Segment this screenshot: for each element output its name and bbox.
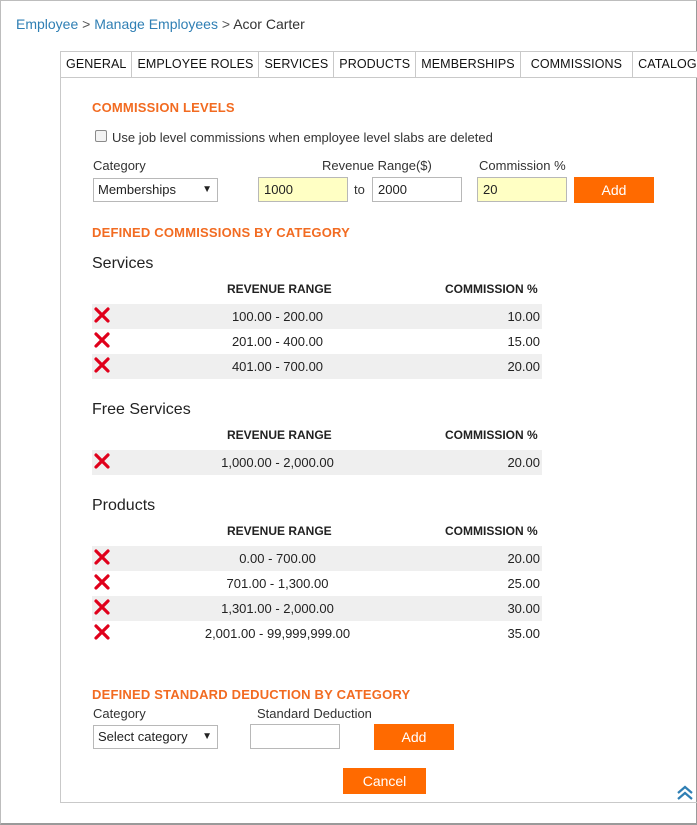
column-header-commission: COMMISSION % (445, 282, 538, 296)
column-header-revenue-range: REVENUE RANGE (227, 282, 332, 296)
column-header-revenue-range: REVENUE RANGE (227, 428, 332, 442)
job-level-checkbox-label: Use job level commissions when employee level slabs are deleted (112, 130, 493, 145)
table-row (92, 621, 542, 646)
cancel-button[interactable]: Cancel (343, 768, 426, 794)
table-row (92, 450, 542, 475)
revenue-range-cell: 2,001.00 - 99,999,999.00 (204, 626, 351, 641)
breadcrumb-current: Acor Carter (233, 16, 305, 32)
commission-cell: 10.00 (507, 309, 540, 324)
commission-cell: 15.00 (507, 334, 540, 349)
deduction-category-value: Select category (98, 729, 188, 744)
group-title-services: Services (92, 255, 154, 272)
commission-input[interactable]: 20 (477, 177, 567, 202)
commission-cell: 25.00 (507, 576, 540, 591)
tab-general[interactable]: GENERAL (60, 51, 132, 78)
tab-products[interactable]: PRODUCTS (334, 51, 416, 78)
revenue-to-input[interactable]: 2000 (372, 177, 462, 202)
commission-label: Commission % (479, 158, 566, 173)
tab-commissions[interactable]: COMMISSIONS (521, 51, 633, 78)
group-title-free-services: Free Services (92, 401, 191, 418)
table-row (92, 354, 542, 379)
defined-commissions-title: DEFINED COMMISSIONS BY CATEGORY (92, 225, 351, 240)
commission-cell: 20.00 (507, 359, 540, 374)
breadcrumb-separator: > (221, 16, 231, 32)
dropdown-arrow-icon: ▼ (202, 731, 212, 742)
revenue-range-cell: 701.00 - 1,300.00 (226, 576, 329, 591)
commission-cell: 20.00 (507, 551, 540, 566)
revenue-range-label: Revenue Range($) (322, 158, 432, 173)
column-header-commission: COMMISSION % (445, 428, 538, 442)
tab-catalog[interactable]: CATALOG (633, 51, 697, 78)
commission-levels-title: COMMISSION LEVELS (92, 100, 235, 115)
standard-deduction-input[interactable] (250, 724, 340, 749)
standard-deduction-label: Standard Deduction (257, 706, 372, 721)
commission-cell: 30.00 (507, 601, 540, 616)
revenue-range-cell: 201.00 - 400.00 (231, 334, 324, 349)
table-row (92, 304, 542, 329)
table-row (92, 329, 542, 354)
breadcrumb (16, 16, 305, 32)
to-label: to (354, 182, 365, 197)
revenue-from-input[interactable]: 1000 (258, 177, 348, 202)
column-header-revenue-range: REVENUE RANGE (227, 524, 332, 538)
tab-memberships[interactable]: MEMBERSHIPS (416, 51, 520, 78)
breadcrumb-separator: > (82, 16, 91, 32)
group-title-products: Products (92, 497, 156, 514)
standard-deduction-title: DEFINED STANDARD DEDUCTION BY CATEGORY (92, 687, 411, 702)
scroll-to-top-icon[interactable] (676, 784, 694, 802)
deduction-category-label: Category (93, 706, 146, 721)
revenue-range-cell: 1,301.00 - 2,000.00 (221, 601, 334, 616)
category-select-value: Memberships (98, 182, 177, 197)
breadcrumb-manage-employees-link[interactable]: Manage Employees (94, 16, 218, 32)
breadcrumb-employee-link[interactable]: Employee (16, 16, 79, 32)
tab-bar (60, 51, 697, 77)
category-label: Category (93, 158, 146, 173)
revenue-range-cell: 0.00 - 700.00 (239, 551, 316, 566)
table-row (92, 596, 542, 621)
deduction-category-select[interactable] (93, 725, 218, 749)
tab-employee-roles[interactable]: EMPLOYEE ROLES (132, 51, 259, 78)
category-select[interactable] (93, 178, 218, 202)
table-row (92, 546, 542, 571)
commission-cell: 20.00 (507, 455, 540, 470)
add-commission-button[interactable]: Add (574, 177, 654, 203)
column-header-commission: COMMISSION % (445, 524, 538, 538)
revenue-range-cell: 401.00 - 700.00 (231, 359, 324, 374)
revenue-range-cell: 1,000.00 - 2,000.00 (221, 455, 334, 470)
dropdown-arrow-icon: ▼ (202, 184, 212, 195)
add-deduction-button[interactable]: Add (374, 724, 454, 750)
tab-services[interactable]: SERVICES (259, 51, 334, 78)
commission-cell: 35.00 (507, 626, 540, 641)
revenue-range-cell: 100.00 - 200.00 (231, 309, 324, 324)
job-level-checkbox[interactable] (95, 130, 107, 142)
table-row (92, 571, 542, 596)
